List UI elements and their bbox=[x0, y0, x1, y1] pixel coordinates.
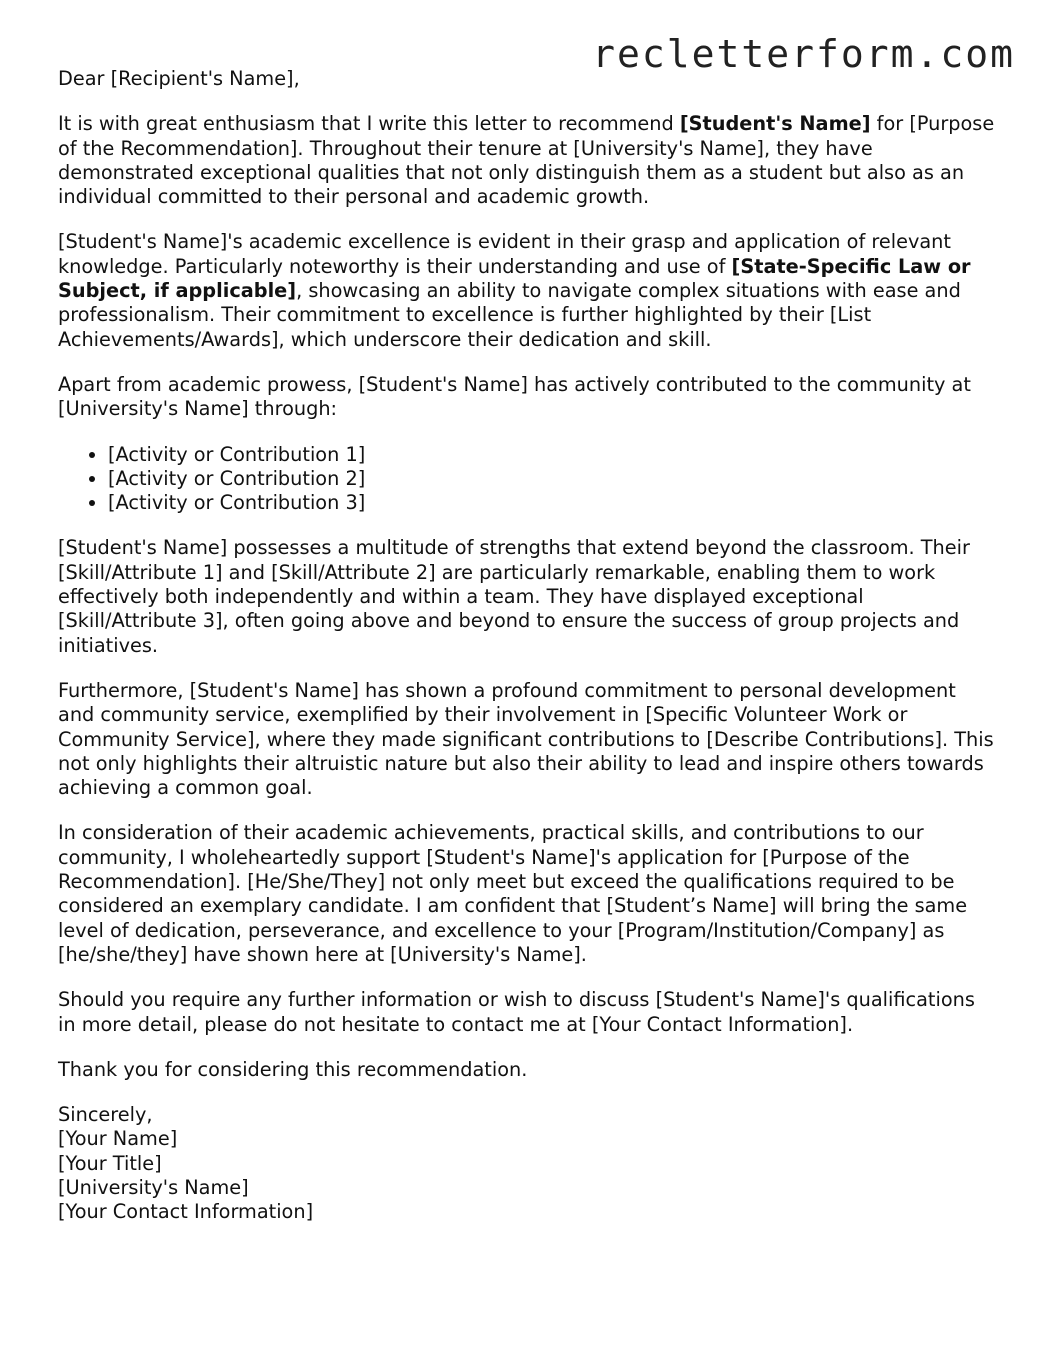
letter-body bbox=[58, 67, 998, 1225]
subject-bold: [State-Specific Law or Subject, if applicable] bbox=[58, 254, 971, 303]
list-item: • [Activity or Contribution 3] bbox=[108, 491, 998, 515]
paragraph-service: Furthermore, [Student's Name] has shown a profound commitment to personal development and community service, exemplified by their involvement in [Specific Volunteer Work or Community Service], where they made significant contributions to [Describe Contributions]. This not only highlights their altruistic nature but also their ability to lead and inspire others towards achieving a common goal. bbox=[58, 678, 994, 800]
paragraph-academic bbox=[58, 230, 998, 351]
signature-university: [University's Name] bbox=[58, 1175, 249, 1199]
paragraph-intro bbox=[58, 112, 998, 209]
student-name-bold: [Student's Name] bbox=[679, 112, 871, 136]
signature-block bbox=[58, 1103, 998, 1224]
paragraph-strengths: [Student's Name] possesses a multitude of strengths that extend beyond the classroom. Their [Skill/Attribute 1] and [Skill/Attribute 2] are particularly remarkable, enabling them to work effectively both independently and within a team. They have displayed exceptional [Skill/Attribute 3], often going above and beyond to ensure the success of group projects and initiatives. bbox=[58, 536, 970, 657]
signature-contact: [Your Contact Information] bbox=[58, 1200, 314, 1224]
paragraph-support: In consideration of their academic achievements, practical skills, and contributions to our community, I wholeheartedly support [Student's Name]'s application for [Purpose of the Recommendation]. [He/She/They] not only meet but exceed the qualifications required to be considered an exemplary candidate. I am confident that [Student’s Name] will bring the same level of dedication, perseverance, and excellence to your [Program/Institution/Company] as [he/she/they] have shown here at [University's Name]. bbox=[58, 821, 968, 966]
paragraph-community: Apart from academic prowess, [Student's Name] has actively contributed to the community at [University's Name] through: bbox=[58, 372, 971, 421]
signature-closing: Sincerely, bbox=[58, 1103, 153, 1127]
list-item: • [Activity or Contribution 2] bbox=[108, 467, 998, 491]
paragraph-intro-text-c: for [Purpose of the Recommendation]. Throughout their tenure at [University's Name], they have demonstrated exceptional qualities that not only distinguish them as a student but also as an individual committed to their personal and academic growth. bbox=[58, 112, 995, 209]
paragraph-academic-text-c: , showcasing an ability to navigate complex situations with ease and professionalism. Their commitment to excellence is further highlighted by their [List Achievements/Awards], which underscore their dedication and skill. bbox=[58, 279, 961, 351]
activity-list bbox=[58, 443, 998, 516]
paragraph-thanks: Thank you for considering this recommendation. bbox=[58, 1057, 528, 1081]
paragraph-academic-text-a: [Student's Name]'s academic excellence is evident in their grasp and application of relevant knowledge. Particularly noteworthy is their understanding and use of bbox=[58, 230, 951, 278]
signature-name: [Your Name] bbox=[58, 1127, 178, 1151]
greeting: Dear [Recipient's Name], bbox=[58, 67, 300, 90]
list-item: • [Activity or Contribution 1] bbox=[108, 443, 998, 467]
signature-title: [Your Title] bbox=[58, 1151, 162, 1175]
site-watermark: recletterform.com bbox=[592, 32, 1015, 76]
paragraph-contact: Should you require any further information or wish to discuss [Student's Name]'s qualifications in more detail, please do not hesitate to contact me at [Your Contact Information]. bbox=[58, 988, 975, 1036]
paragraph-intro-text-a: It is with great enthusiasm that I write this letter to recommend bbox=[58, 112, 680, 136]
